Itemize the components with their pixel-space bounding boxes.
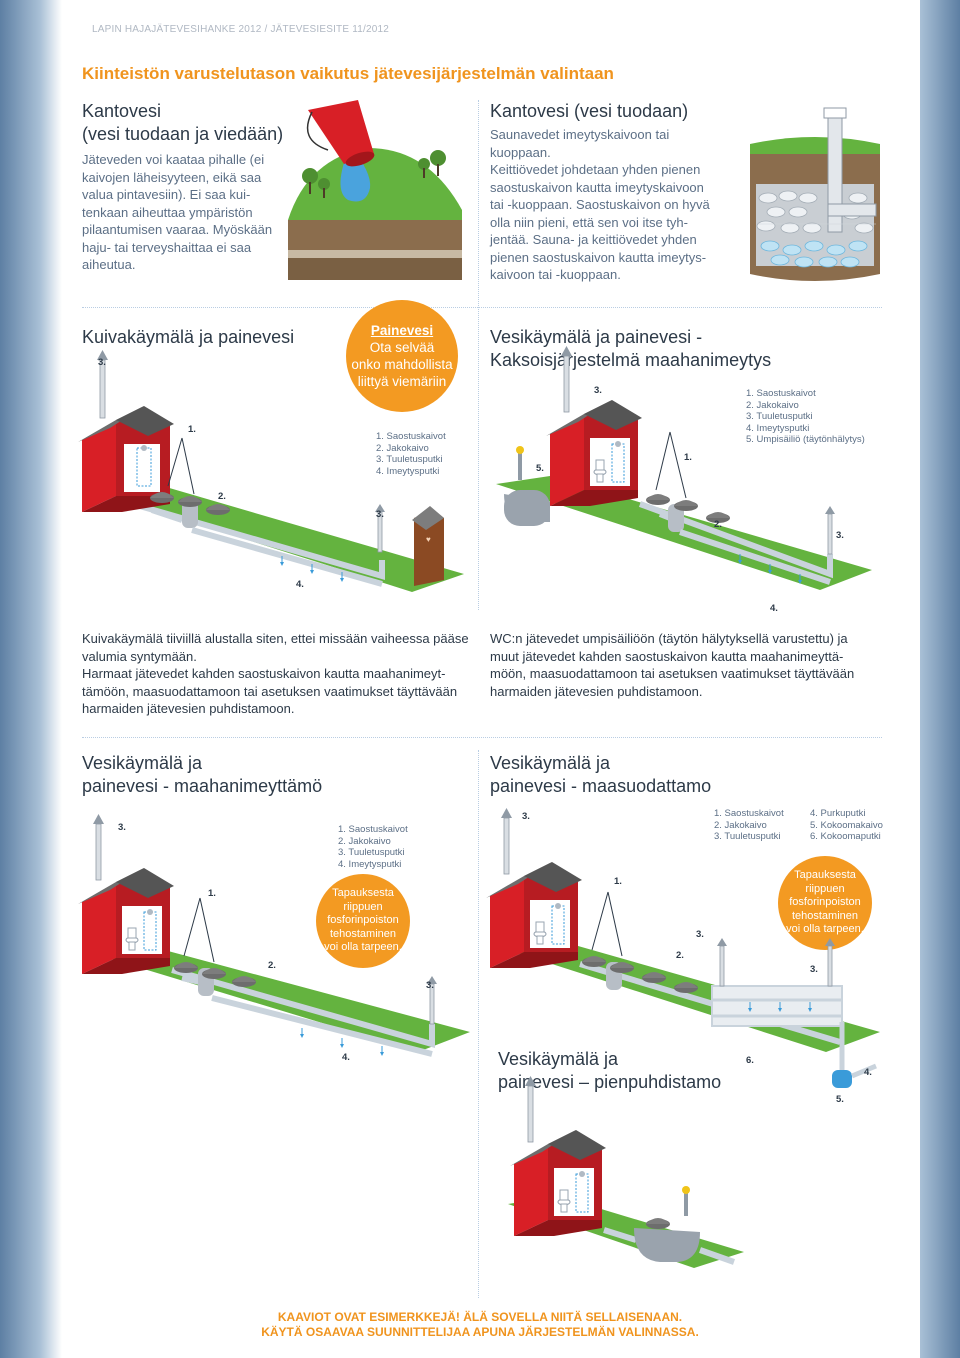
phosphorus-bubble-right: Tapauksesta riippuen fosforinpoiston tehostaminen voi olla tarpeen. xyxy=(778,856,872,950)
kaksoisjarjestelma-num-3b: 3. xyxy=(836,530,844,541)
maasuodattamo-num-3a: 3. xyxy=(522,811,530,822)
kantovesi-in-text: Saunavedet imeytyskaivoon tai kuoppaan. Keittiövedet johdetaan yhden pienen saostuskaivon kautta imeytyskaivoon tai -kuoppaan. Saostuskaivon on hyvä olla niin pieni, että sen voi itse tyh- jentää. Sauna- ja keittiövedet yhden pienen saostuskaivon kautta imeytys- kaivoon tai -kuoppaan. xyxy=(490,127,710,282)
kaksoisjarjestelma-num-5: 5. xyxy=(536,463,544,474)
kaksoisjarjestelma-caption: WC:n jätevedet umpisäiliöön (täytön hälytyksellä varustettu) ja muut jätevedet kahden saostuskaivon kautta maahanimeyttä- möön, maasuodattamoon tai asetuksen vaatimukset täyttävään harmaiden jätevesien puhdistamoon. xyxy=(490,631,855,699)
kuivakaymala-title: Kuivakäymälä ja painevesi xyxy=(82,327,295,347)
maasuodattamo-num-1: 1. xyxy=(614,876,622,887)
maahanimeyttamo-num-2: 2. xyxy=(268,960,276,971)
kantovesi-in-title: Kantovesi (vesi tuodaan) xyxy=(490,101,689,121)
maasuodattamo-num-6: 6. xyxy=(746,1055,754,1066)
pienpuhdistamo-title: Vesikäymälä ja painevesi – pienpuhdistamo xyxy=(498,1049,722,1092)
kuivakaymala-num-4: 4. xyxy=(296,579,304,590)
separator-vertical-top xyxy=(478,100,479,610)
kaksoisjarjestelma-num-1: 1. xyxy=(684,452,692,463)
kaksoisjarjestelma-legend: 1. Saostuskaivot 2. Jakokaivo 3. Tuuletusputki 4. Imeytysputki 5. Umpisäiliö (täytönhälytys) xyxy=(746,388,865,445)
bucket-illustration xyxy=(288,100,464,282)
maasuodattamo-num-3c: 3. xyxy=(810,964,818,975)
kuivakaymala-num-2: 2. xyxy=(218,491,226,502)
connection-bubble: Painevesi Ota selvää onko mahdollista liittyä viemäriin xyxy=(346,300,458,412)
phosphorus-bubble-left: Tapauksesta riippuen fosforinpoiston tehostaminen voi olla tarpeen. xyxy=(316,874,410,968)
maahanimeyttamo-num-3a: 3. xyxy=(118,822,126,833)
kuivakaymala-legend: 1. Saostuskaivot 2. Jakokaivo 3. Tuuletusputki 4. Imeytysputki xyxy=(376,431,446,477)
kuivakaymala-num-3a: 3. xyxy=(98,357,106,368)
kaksoisjarjestelma-num-4: 4. xyxy=(770,603,778,614)
maahanimeyttamo-title: Vesikäymälä ja painevesi - maahanimeyttämö xyxy=(82,753,323,796)
page-footer: KAAVIOT OVAT ESIMERKKEJÄ! ÄLÄ SOVELLA NIITÄ SELLAISENAAN. KÄYTÄ OSAAVAA SUUNNITTELIJAA APUNA JÄRJESTELMÄN VALINNASSA. xyxy=(261,1310,699,1339)
kuivakaymala-num-1: 1. xyxy=(188,424,196,435)
separator-middle xyxy=(82,737,882,738)
page-header: LAPIN HAJAJÄTEVESIHANKE 2012 / JÄTEVESIESITE 11/2012 xyxy=(92,24,390,35)
maasuodattamo-num-5: 5. xyxy=(836,1094,844,1105)
kaksoisjarjestelma-num-3a: 3. xyxy=(594,385,602,396)
maasuodattamo-legend-1: 1. Saostuskaivot 2. Jakokaivo 3. Tuuletusputki xyxy=(714,808,784,842)
maasuodattamo-num-2: 2. xyxy=(676,950,684,961)
kuivakaymala-caption: Kuivakäymälä tiiviillä alustalla siten, ettei missään vaiheessa pääse valumia syntymään. Harmaat jätevedet kahden saostuskaivon kautta maahanimeyt- tämöön, maasuodattamoon tai asetuksen vaatimukset täyttävään harmaiden jätevesien puhdistamoon. xyxy=(82,631,469,716)
maahanimeyttamo-legend: 1. Saostuskaivot 2. Jakokaivo 3. Tuuletusputki 4. Imeytysputki xyxy=(338,824,408,870)
kuivakaymala-num-3b: 3. xyxy=(376,509,384,520)
maasuodattamo-title: Vesikäymälä ja painevesi - maasuodattamo xyxy=(490,753,712,796)
maahanimeyttamo-num-1: 1. xyxy=(208,888,216,899)
kuivakaymala-diagram xyxy=(82,370,472,600)
kaksoisjarjestelma-title: Vesikäymälä ja painevesi - Kaksoisjärjestelmä maahanimeytys xyxy=(490,327,772,370)
kantovesi-both-text: Jäteveden voi kaataa pihalle (ei kaivojen läheisyyteen, eikä saa valua pintavesiin). Ei saa kui- tenkaan aiheuttaa ympäristön pilaantumisen vaaraa. Myöskään haju- tai terveyshaittaa ei saa aiheutua. xyxy=(82,152,273,272)
maasuodattamo-num-3b: 3. xyxy=(696,929,704,940)
kaksoisjarjestelma-num-2: 2. xyxy=(714,519,722,530)
maasuodattamo-legend-2: 4. Purkuputki 5. Kokoomakaivo 6. Kokoomaputki xyxy=(810,808,883,842)
main-title: Kiinteistön varustelutason vaikutus jätevesijärjestelmän valintaan xyxy=(82,64,614,83)
maahanimeyttamo-num-3b: 3. xyxy=(426,980,434,991)
pienpuhdistamo-diagram xyxy=(494,1100,754,1290)
separator-vertical-bottom xyxy=(478,750,479,1298)
maahanimeyttamo-num-4: 4. xyxy=(342,1052,350,1063)
svg-text:♥: ♥ xyxy=(426,535,431,544)
kantovesi-both-title: Kantovesi (vesi tuodaan ja viedään) xyxy=(82,101,284,144)
kaksoisjarjestelma-diagram xyxy=(490,394,880,614)
soakaway-illustration xyxy=(746,104,886,284)
separator-top xyxy=(82,307,882,308)
maasuodattamo-num-4: 4. xyxy=(864,1067,872,1078)
maahanimeyttamo-diagram xyxy=(82,832,472,1068)
